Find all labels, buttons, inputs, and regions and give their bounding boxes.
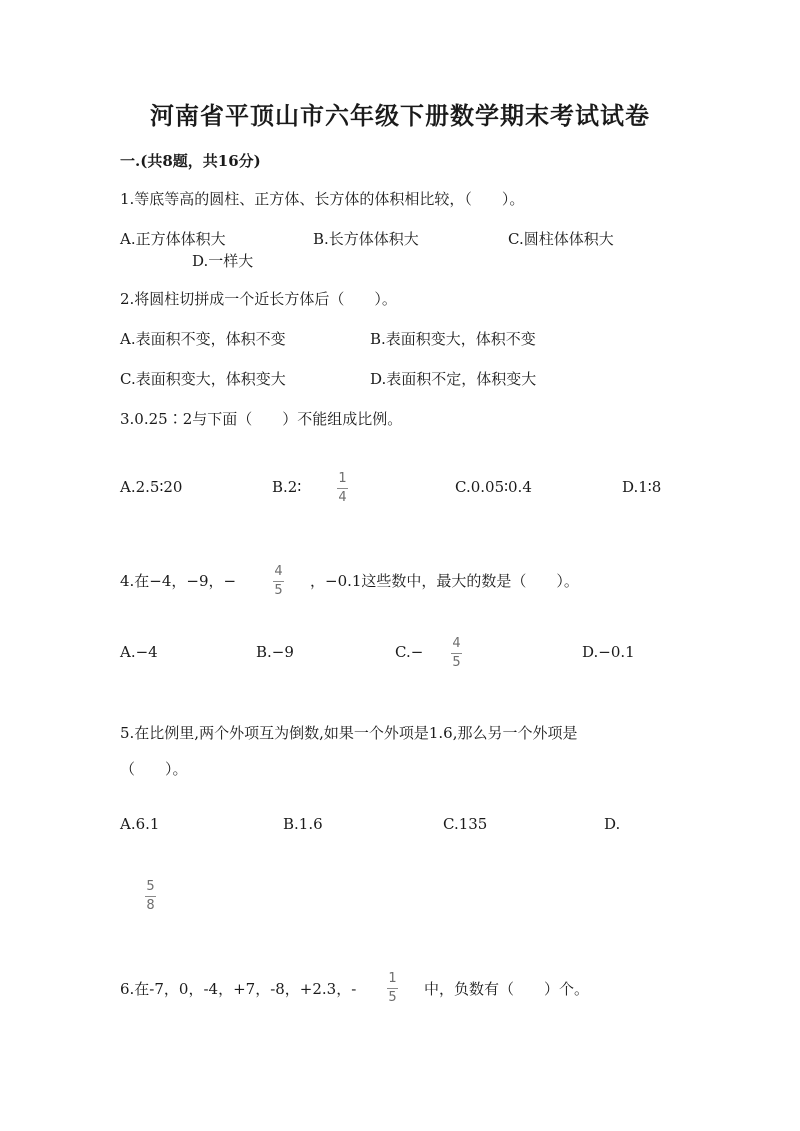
q3-option-b: B.2∶ bbox=[272, 478, 302, 496]
page-title: 河南省平顶山市六年级下册数学期末考试试卷 bbox=[150, 101, 650, 130]
fraction-denominator: 5 bbox=[388, 990, 397, 1005]
question-4-suffix: ，−0.1这些数中，最大的数是（ ）。 bbox=[310, 572, 579, 590]
question-6-fraction bbox=[387, 972, 398, 1004]
fraction-denominator: 4 bbox=[338, 490, 347, 505]
q2-option-c: C.表面积变大，体积变大 bbox=[120, 370, 286, 388]
question-4-prefix: 4.在−4，−9，− bbox=[120, 572, 237, 590]
fraction-numerator: 4 bbox=[274, 564, 283, 579]
q1-option-d: D.一样大 bbox=[192, 252, 254, 270]
section-heading: 一.(共8题，共16分) bbox=[120, 152, 261, 170]
q2-option-d: D.表面积不定，体积变大 bbox=[370, 370, 537, 388]
q5-option-a: A.6.1 bbox=[120, 815, 160, 833]
fraction-bar bbox=[145, 896, 156, 897]
q4-option-c-fraction bbox=[451, 637, 462, 669]
fraction-bar bbox=[273, 581, 284, 582]
fraction-denominator: 8 bbox=[146, 898, 155, 913]
question-2: 2.将圆柱切拼成一个近长方体后（ ）。 bbox=[120, 290, 397, 308]
fraction-bar bbox=[337, 488, 348, 489]
q4-option-c: C.− bbox=[395, 643, 424, 661]
q3-option-d: D.1∶8 bbox=[622, 478, 662, 496]
fraction-numerator: 1 bbox=[338, 471, 347, 486]
q2-option-a: A.表面积不变，体积不变 bbox=[120, 330, 286, 348]
q4-option-b: B.−9 bbox=[256, 643, 294, 661]
q5-option-d: D. bbox=[604, 815, 621, 833]
q5-option-c: C.135 bbox=[443, 815, 488, 833]
q3-option-c: C.0.05∶0.4 bbox=[455, 478, 532, 496]
question-5-line-2: （ ）。 bbox=[120, 760, 188, 778]
question-6-suffix: 中，负数有（ ）个。 bbox=[424, 980, 590, 998]
fraction-numerator: 4 bbox=[452, 636, 461, 651]
fraction-numerator: 1 bbox=[388, 971, 397, 986]
q1-option-b: B.长方体体积大 bbox=[313, 230, 419, 248]
q5-option-d-fraction bbox=[145, 880, 156, 912]
q3-option-a: A.2.5∶20 bbox=[120, 478, 183, 496]
q4-option-a: A.−4 bbox=[120, 643, 158, 661]
fraction-bar bbox=[387, 988, 398, 989]
q3-option-b-fraction bbox=[337, 472, 348, 504]
question-5-line-1: 5.在比例里,两个外项互为倒数,如果一个外项是1.6,那么另一个外项是 bbox=[120, 724, 578, 742]
question-3: 3.0.25∶2与下面（ ）不能组成比例。 bbox=[120, 410, 403, 428]
q1-option-c: C.圆柱体体积大 bbox=[508, 230, 614, 248]
q2-option-b: B.表面积变大，体积不变 bbox=[370, 330, 536, 348]
question-4-fraction bbox=[273, 565, 284, 597]
fraction-bar bbox=[451, 653, 462, 654]
q4-option-d: D.−0.1 bbox=[582, 643, 635, 661]
question-1: 1.等底等高的圆柱、正方体、长方体的体积相比较，（ ）。 bbox=[120, 190, 525, 208]
fraction-numerator: 5 bbox=[146, 879, 155, 894]
fraction-denominator: 5 bbox=[452, 655, 461, 670]
fraction-denominator: 5 bbox=[274, 583, 283, 598]
q1-option-a: A.正方体体积大 bbox=[120, 230, 226, 248]
q5-option-b: B.1.6 bbox=[283, 815, 323, 833]
question-6-prefix: 6.在-7，0，-4，+7，-8，+2.3，- bbox=[120, 980, 357, 998]
